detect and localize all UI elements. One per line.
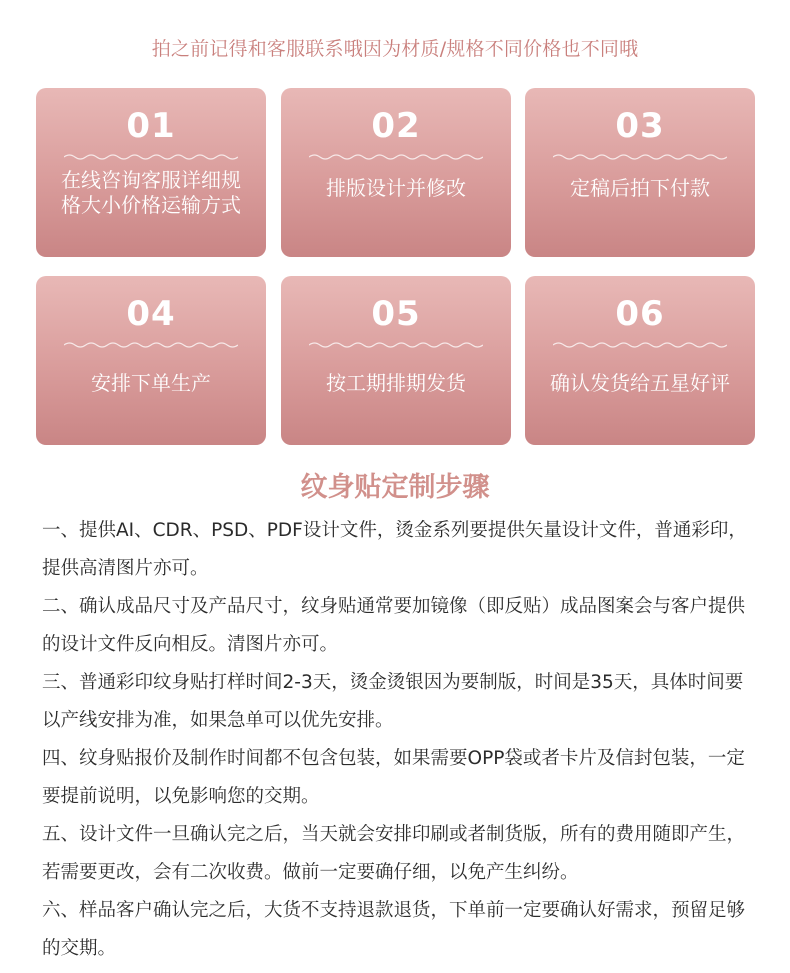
steps-list — [42, 512, 754, 968]
step-item-5: 五、设计文件一旦确认完之后，当天就会安排印刷或者制货版，所有的费用随即产生，若需要更改，会有二次收费。做前一定要确仔细，以免产生纠纷。 — [42, 824, 746, 883]
step-item-2: 二、确认成品尺寸及产品尺寸，纹身贴通常要加镜像（即反贴）成品图案会与客户提供的设计文件反向相反。清图片亦可。 — [42, 596, 746, 655]
step-card-03 — [525, 88, 755, 257]
step-number: 01 — [126, 106, 176, 146]
step-description: 安排下单生产 — [91, 371, 211, 395]
step-number: 06 — [615, 294, 665, 334]
wave-divider-icon — [553, 152, 727, 162]
wave-divider-icon — [64, 152, 238, 162]
section-title: 纹身贴定制步骤 — [300, 472, 490, 503]
step-number: 04 — [126, 294, 176, 334]
step-card-05 — [281, 276, 511, 445]
step-item-6: 六、样品客户确认完之后，大货不支持退款退货，下单前一定要确认好需求，预留足够的交期。 — [42, 900, 746, 959]
step-item-4: 四、纹身贴报价及制作时间都不包含包装，如果需要OPP袋或者卡片及信封包装，一定要提前说明，以免影响您的交期。 — [42, 748, 745, 807]
step-description: 在线咨询客服详细规格大小价格运输方式 — [61, 168, 241, 217]
wave-divider-icon — [309, 152, 483, 162]
step-card-04 — [36, 276, 266, 445]
step-card-01 — [36, 88, 266, 257]
step-item-3: 三、普通彩印纹身贴打样时间2-3天，烫金烫银因为要制版，时间是35天，具体时间要以产线安排为准，如果急单可以优先安排。 — [42, 672, 744, 731]
step-description: 定稿后拍下付款 — [570, 176, 710, 200]
step-card-06 — [525, 276, 755, 445]
step-number: 03 — [615, 106, 665, 146]
wave-divider-icon — [64, 340, 238, 350]
wave-divider-icon — [309, 340, 483, 350]
step-item-1: 一、提供AI、CDR、PSD、PDF设计文件，烫金系列要提供矢量设计文件，普通彩印，提供高清图片亦可。 — [42, 520, 747, 579]
step-number: 05 — [371, 294, 421, 334]
contact-notice: 拍之前记得和客服联系哦因为材质/规格不同价格也不同哦 — [151, 38, 639, 60]
step-number: 02 — [371, 106, 421, 146]
step-description: 确认发货给五星好评 — [550, 371, 730, 395]
step-card-02 — [281, 88, 511, 257]
step-description: 按工期排期发货 — [326, 371, 466, 395]
wave-divider-icon — [553, 340, 727, 350]
step-description: 排版设计并修改 — [326, 176, 466, 200]
